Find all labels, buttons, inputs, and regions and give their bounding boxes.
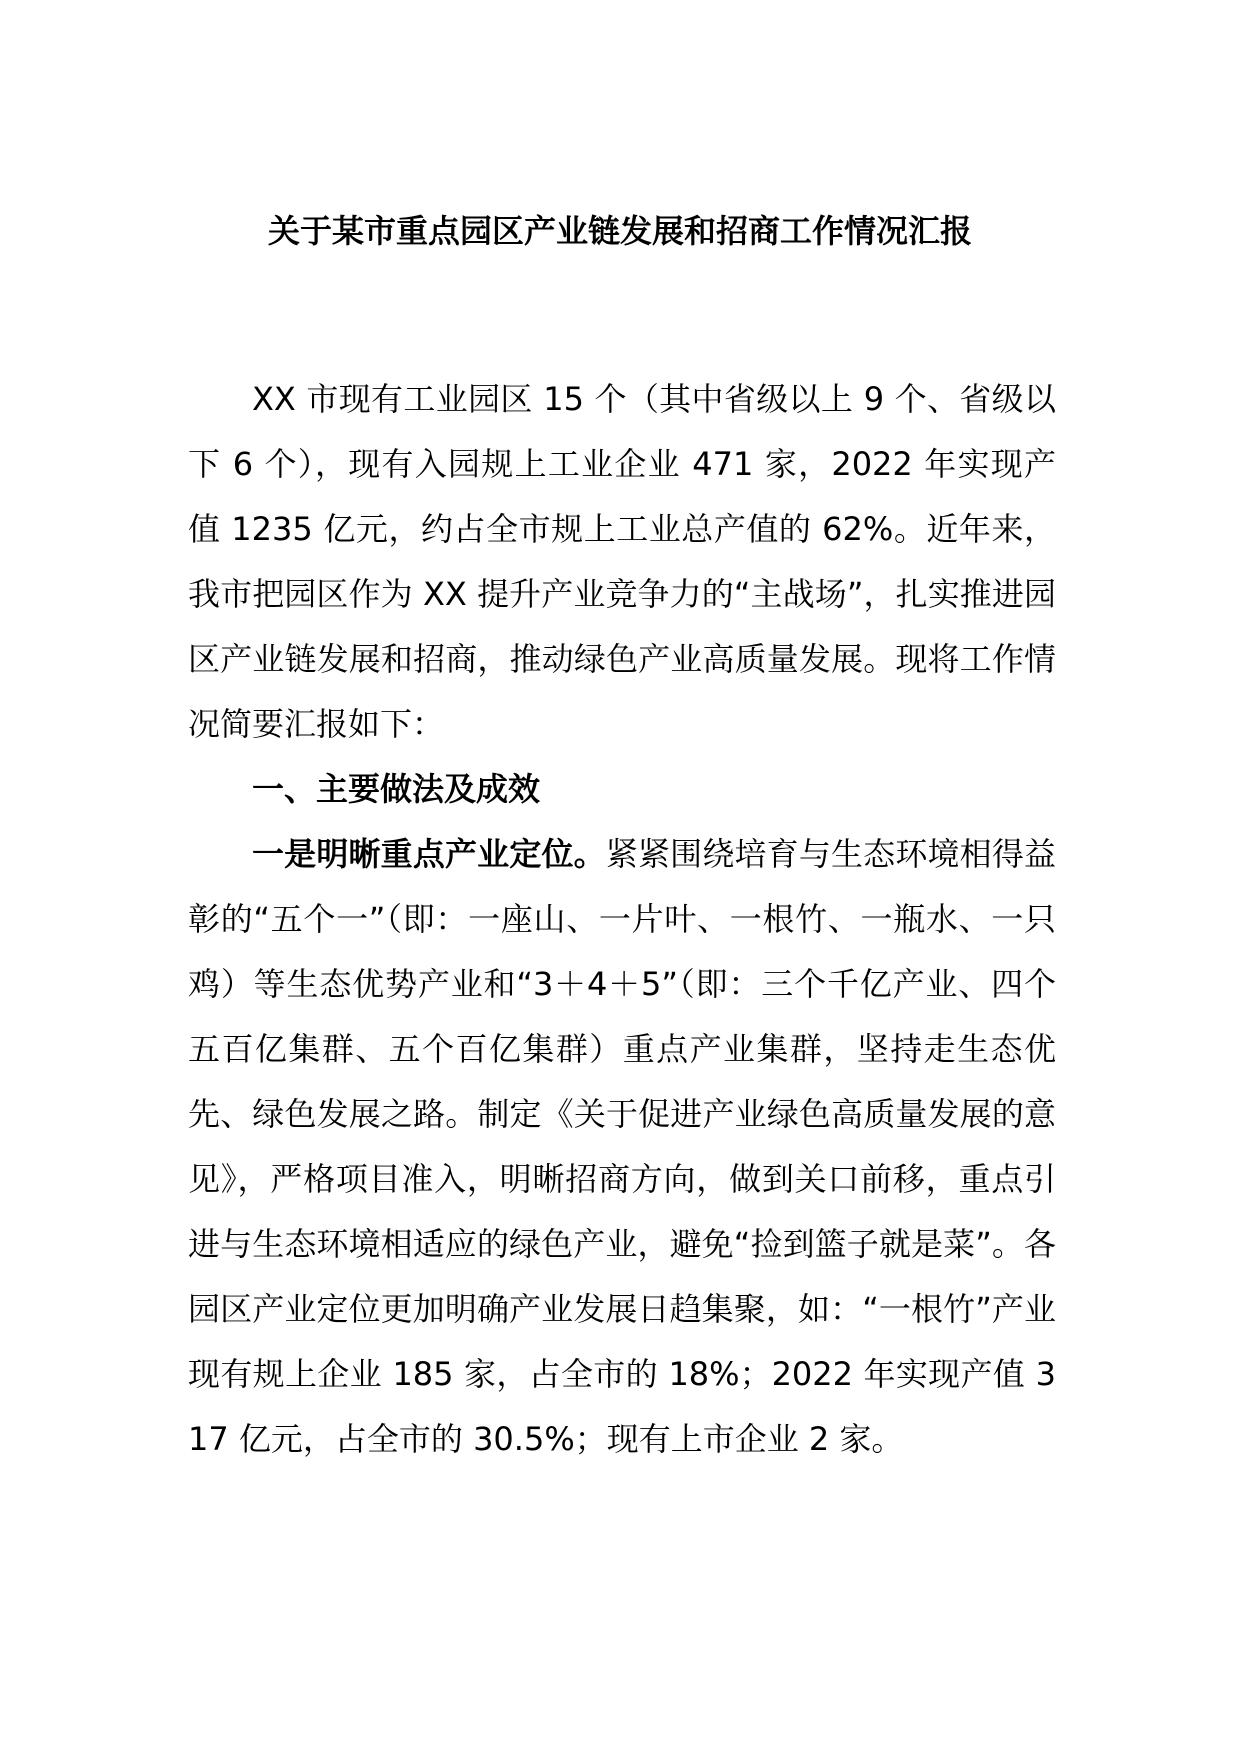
point-1-paragraph [188,822,1056,1472]
document-title: 关于某市重点园区产业链发展和招商工作情况汇报 [267,212,972,250]
point-1-text: 紧紧围绕培育与生态环境相得益彰的“五个一”（即：一座山、一片叶、一根竹、一瓶水、一只鸡）等生态优势产业和“3＋4＋5”（即：三个千亿产业、四个五百亿集群、五个百亿集群）重点产业集群，坚持走生态优先、绿色发展之路。制定《关于促进产业绿色高质量发展的意见》，严格项目准入，明晰招商方向，做到关口前移，重点引进与生态环境相适应的绿色产业，避免“捡到篮子就是菜”。各园区产业定位更加明确产业发展日趋集聚，如：“一根竹”产业现有规上企业 185 家，占全市的 18%；2022 年实现产值 317 亿元，占全市的 30.5%；现有上市企业 2 家。 [188,835,1056,1458]
document-body [188,367,1056,1472]
intro-paragraph: XX 市现有工业园区 15 个（其中省级以上 9 个、省级以下 6 个），现有入园规上工业企业 471 家，2022 年实现产值 1235 亿元，约占全市规上工业总产值的 62%。近年来，我市把园区作为 XX 提升产业竞争力的“主战场”，扎实推进园区产业链发展和招商，推动绿色产业高质量发展。现将工作情况简要汇报如下： [188,380,1056,743]
point-1-lead: 一是明晰重点产业定位。 [252,835,606,873]
section-heading: 一、主要做法及成效 [252,770,541,808]
